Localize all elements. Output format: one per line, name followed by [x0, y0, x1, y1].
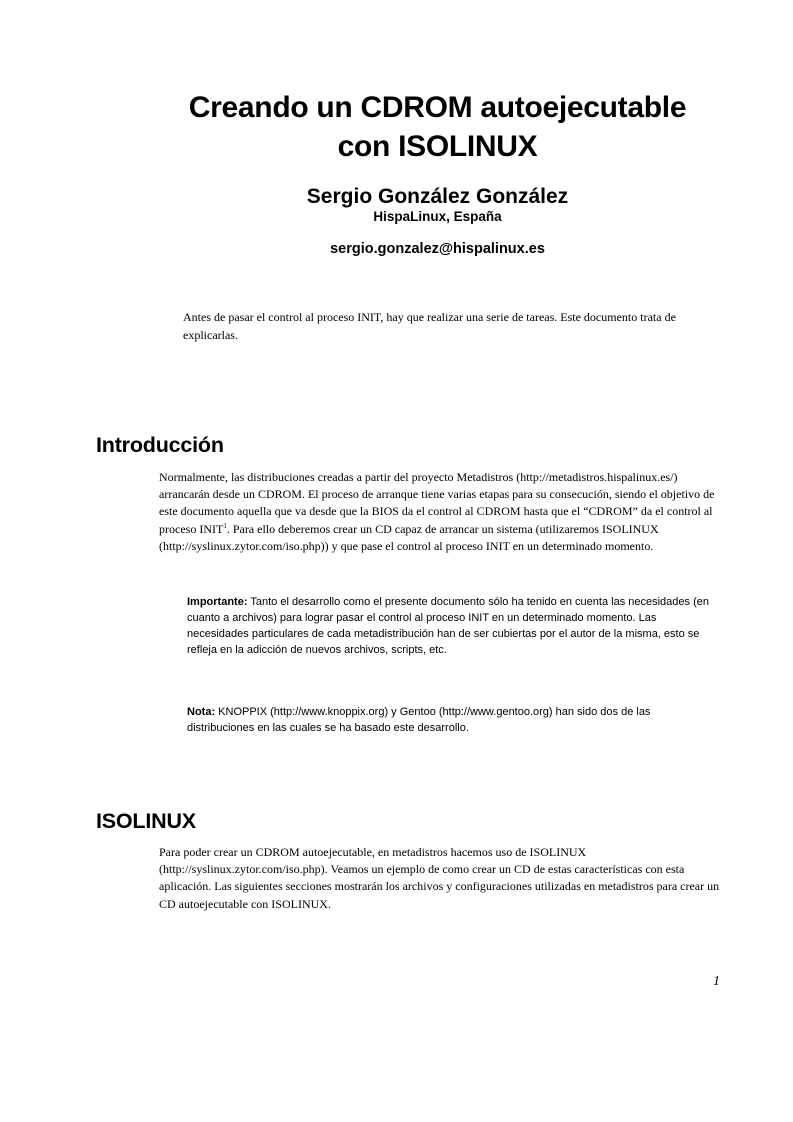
section-heading-isolinux: ISOLINUX	[96, 809, 196, 833]
abstract: Antes de pasar el control al proceso INIT, hay que realizar una serie de tareas. Este documento trata de explicarlas.	[183, 310, 676, 342]
document-title	[0, 88, 793, 166]
intro-paragraph	[159, 469, 721, 555]
author-email: sergio.gonzalez@hispalinux.es	[330, 241, 545, 257]
intro-paragraph-text-2: . Para ello deberemos crear un CD capaz de arrancar un sistema (utilizaremos ISOLINUX (http://syslinux.zytor.com/iso.php)) y que pase el control al proceso INIT en un determinado momento.	[159, 521, 659, 553]
note-label: Nota:	[187, 706, 216, 718]
title-line-2: con ISOLINUX	[337, 130, 538, 163]
important-label: Importante:	[187, 596, 248, 608]
section-heading-introduccion: Introducción	[96, 433, 224, 457]
author-name: Sergio González González	[306, 185, 569, 208]
page-number: 1	[713, 974, 720, 989]
note-admonition	[187, 704, 717, 736]
isolinux-paragraph: Para poder crear un CDROM autoejecutable, en metadistros hacemos uso de ISOLINUX (http://syslinux.zytor.com/iso.php). Veamos un ejemplo de como crear un CD de estas características con esta aplicación. Las siguientes secciones mostrarán los archivos y configuraciones utilizadas en metadistros para crear un CD autoejecutable con ISOLINUX.	[159, 845, 720, 911]
note-text: KNOPPIX (http://www.knoppix.org) y Gentoo (http://www.gentoo.org) han sido dos de las distribuciones en las cuales se ha basado este desarrollo.	[187, 706, 651, 734]
important-text: Tanto el desarrollo como el presente documento sólo ha tenido en cuenta las necesidades (en cuanto a archivos) para lograr pasar el control al proceso INIT en un determinado momento. Las necesidades particulares de cada metadistribución han de ser cubiertas por el autor de la misma, esto se refleja en la adicción de nuevos archivos, scripts, etc.	[187, 596, 709, 656]
important-admonition	[187, 594, 717, 658]
author-affiliation: HispaLinux, España	[373, 209, 502, 224]
footnote-marker: 1	[223, 521, 227, 530]
intro-paragraph-text-1: Normalmente, las distribuciones creadas a partir del proyecto Metadistros (http://metadistros.hispalinux.es/) arrancarán desde un CDROM. El proceso de arranque tiene varias etapas para su consecución, siendo el objetivo de este documento aquella que va desde que la BIOS da el control al CDROM hasta que el “CDROM” da el control al proceso INIT	[159, 470, 715, 536]
title-line-1: Creando un CDROM autoejecutable	[188, 91, 687, 124]
